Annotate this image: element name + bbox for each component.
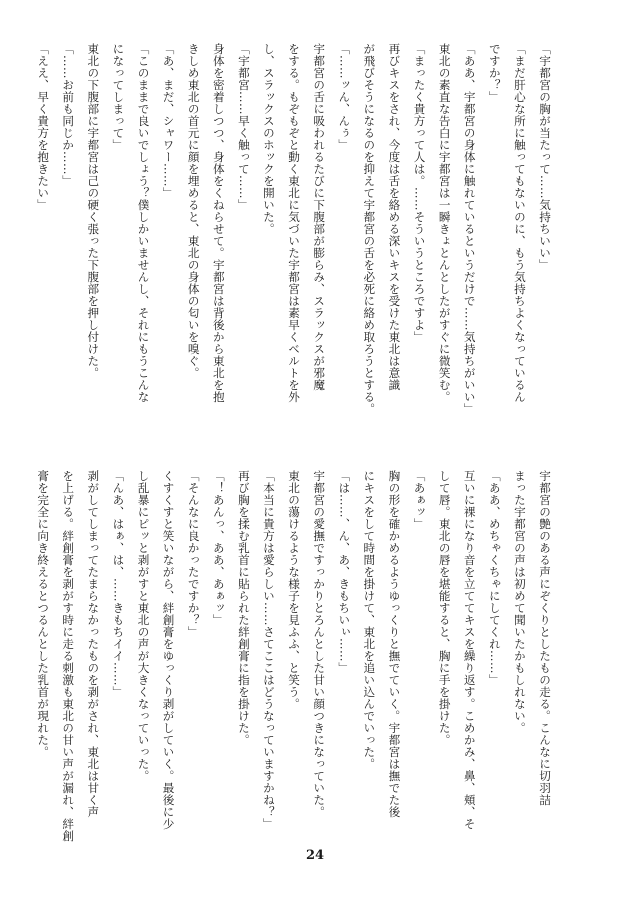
text-line: 「まったく貴方って人は。……そういうところですよ」	[412, 43, 427, 343]
text-line: まった宇都宮の声は初めて聞いたかもしれない。	[512, 470, 527, 734]
text-line: 「あ、まだ、シャワー……」	[161, 43, 176, 199]
text-line: 宇都宮の舌に吸われるたびに下腹部が膨らみ、スラックスが邪魔	[312, 43, 327, 391]
text-line: を上げる。絆創膏を剥がす時に走る刺激も東北の甘い声が漏れ、絆創	[61, 470, 76, 842]
text-line: 「ああ、宇都宮の身体に触れているというだけで……気持ちがいい」	[462, 43, 477, 415]
text-line: 「本当に貴方は愛らしい……さてここはどうなっていますかね？」	[261, 470, 276, 830]
text-line: 東北の素直な告白に宇都宮は一瞬きょとんとしたがすぐに微笑む。	[437, 43, 452, 403]
text-line: きしめ東北の首元に顔を埋めると、東北の身体の匂いを嗅ぐ。	[186, 43, 201, 379]
text-line: 「は……、ん、あ、きもちいぃ……」	[337, 470, 352, 674]
text-line: になってしまって」	[111, 43, 126, 151]
text-line: 「……お前も同じか……」	[61, 43, 76, 187]
text-line: をする。もぞもぞと動く東北に気づいた宇都宮は素早くベルトを外	[287, 43, 302, 403]
text-line: 「ああ、めちゃくちゃにしてくれ……」	[487, 470, 502, 686]
text-line: 「！あんっ、ああ、あぁッ」	[211, 470, 226, 626]
text-line: し、スラックスのホックを開いた。	[261, 43, 276, 235]
upper-text-column	[30, 43, 557, 433]
text-line: 「そんなに良かったですか？」	[186, 470, 201, 638]
text-line: 「……ッん、んぅ」	[337, 43, 352, 151]
text-line: 宇都宮の愛撫ですっかりとろんとした甘い顔つきになっていた。	[312, 470, 327, 818]
text-line: 膏を完全に向き終えるとつるんとした乳首が現れた。	[36, 470, 51, 758]
text-line: 東北の蕩けるような様子を見ふふ、と笑う。	[287, 470, 302, 710]
text-line: 「んあ、はぁ、は、……きもちイイ……」	[111, 470, 126, 698]
text-line: 再び胸を揉む乳首に貼られた絆創膏に指を掛けた。	[236, 470, 251, 746]
text-line: 「このままで良いでしょう？僕しかいませんし、それにもうこんな	[136, 43, 151, 403]
text-line: 東北の下腹部に宇都宮は己の硬く張った下腹部を押し付けた。	[86, 43, 101, 379]
text-line: くすくすと笑いながら、絆創膏をゆっくり剥がしていく。最後に少	[161, 470, 176, 830]
text-line: 剥がしてしまってたまらなかったものを剥がされ、東北は甘く声	[86, 470, 101, 818]
text-line: 「ええ、早く貴方を抱きたい」	[36, 43, 51, 211]
text-line: 再びキスをされ、今度は舌を絡める深いキスを受けた東北は意識	[387, 43, 402, 391]
text-line: にキスをして時間を掛けて、東北を追い込んでいった。	[362, 470, 377, 770]
text-line: 「あぁッ」	[412, 470, 427, 530]
text-line: 宇都宮の艶のある声にぞくりとしたもの走る。こんなに切羽詰	[538, 470, 552, 806]
lower-text-column	[30, 470, 557, 860]
text-line: が飛びそうになるのを抑えて宇都宮の舌を必死に絡め取ろうとする。	[362, 43, 377, 415]
text-line: して唇。東北の唇を堪能すると、胸に手を掛けた。	[437, 470, 452, 746]
text-line: 「まだ肝心な所に触ってもないのに、もう気持ちよくなっているん	[512, 43, 527, 403]
text-line: し乱暴にピッと剥がすと東北の声が大きくなっていった。	[136, 470, 151, 782]
text-line: 互いに裸になり音を立ててキスを繰り返す。こめかみ、鼻、頬、そ	[462, 470, 477, 830]
text-line: ですか？」	[487, 43, 502, 103]
text-line: 「宇都宮の胸が当たって……気持ちいい」	[538, 43, 552, 271]
text-line: 「宇都宮……早く触って……」	[236, 43, 251, 211]
text-line: 胸の形を確かめるようゆっくりと撫でていく。宇都宮は撫でた後	[387, 470, 402, 818]
page-number: 24	[305, 848, 325, 863]
text-line: 身体を密着しつつ、身体をくねらせて。宇都宮は背後から東北を抱	[211, 43, 226, 403]
